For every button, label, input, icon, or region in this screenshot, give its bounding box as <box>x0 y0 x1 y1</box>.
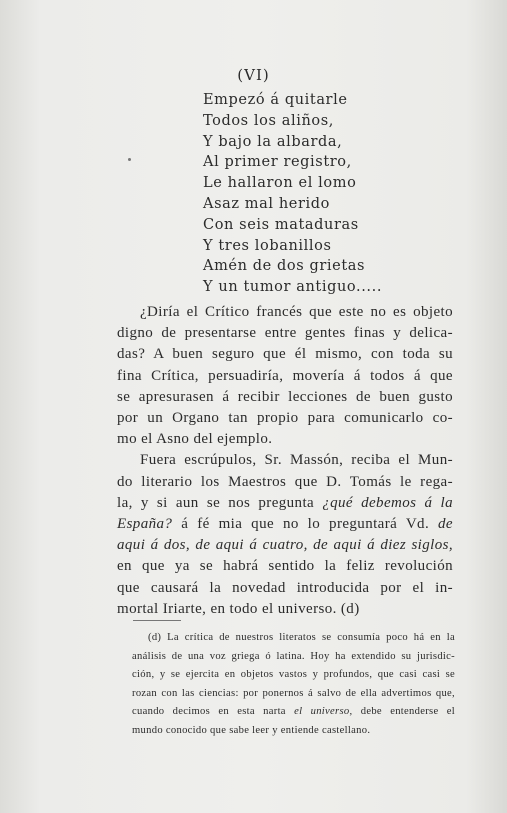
text-run: la, y si aun se nos pregunta <box>117 494 323 511</box>
paragraph-1-line: mo el Asno del ejemplo. <box>117 431 273 448</box>
italic-text-run: el universo, <box>294 706 353 718</box>
verse-line: Y tres lobanillos <box>203 237 332 254</box>
paragraph-1-line: das? A buen seguro que él mismo, con toda su <box>117 346 453 363</box>
paragraph-2-line <box>117 535 453 556</box>
printing-speck <box>128 158 131 161</box>
footnote-line <box>132 703 455 722</box>
paragraph-1-line: se apresurasen á recibir lecciones de buen gusto <box>117 388 453 405</box>
paragraph-2-line: en que ya se habrá sentido la feliz revolución <box>117 558 453 575</box>
paragraph-2-line: Fuera escrúpulos, Sr. Massón, reciba el Mun- <box>140 452 453 469</box>
italic-text-run: aqui á dos, de aqui á cuatro, de aqui á diez siglos, <box>117 537 453 554</box>
verse-line: Amén de dos grietas <box>203 258 366 275</box>
verse-line: Todos los aliños, <box>203 112 334 129</box>
paragraph-1-line: digno de presentarse entre gentes finas y delica- <box>117 325 453 342</box>
footnote-line: análisis de una voz griega ó latina. Hoy ha extendido su jurisdic- <box>132 650 455 662</box>
text-run: á fé mia que no lo preguntará Vd. <box>172 516 439 533</box>
text-run: cuando decimos en esta narta <box>132 706 295 718</box>
verse-line: Con seis mataduras <box>203 216 359 233</box>
page-marker: (VI) <box>237 66 270 84</box>
text-run: debe entenderse el <box>352 706 455 718</box>
verse-stanza <box>203 90 382 298</box>
paragraph-2-line: que causará la novedad introducida por el in- <box>117 579 453 596</box>
verse-line: Al primer registro, <box>203 154 352 171</box>
footnote-rule <box>133 620 181 621</box>
footnote-line: mundo conocido que sabe leer y entiende castellano. <box>132 724 371 736</box>
paragraph-2-line: mortal Iriarte, en todo el universo. (d) <box>117 600 360 617</box>
paragraph-1-line: ¿Diría el Crítico francés que este no es objeto <box>140 304 453 320</box>
verse-line: Asaz mal herido <box>203 195 330 212</box>
verse-line: Le hallaron el lomo <box>203 175 357 192</box>
paragraph-2-line <box>117 514 453 535</box>
paragraph-2-line <box>117 493 453 514</box>
paragraph-1-line: por un Organo tan propio para comunicarlo co- <box>117 410 453 427</box>
verse-line: Y un tumor antiguo..... <box>203 279 383 296</box>
footnote-line: (d) La crítica de nuestros literatos se consumía poco há en la <box>148 632 455 643</box>
italic-text-run: España? <box>117 516 173 533</box>
paragraph-2-line: do literario los Maestros que D. Tomás le rega- <box>117 473 453 490</box>
paragraph-1-line: fina Crítica, persuadiría, movería á todos á que <box>117 367 453 384</box>
italic-text-run: ¿qué debemos á la <box>322 494 453 511</box>
footnote-line: rozan con las ciencias: por ponernos á salvo de ella advertimos que, <box>132 687 455 699</box>
footnote <box>132 629 455 741</box>
footnote-line: ción, y se ejercita en objetos vastos y profundos, que casi casi se <box>132 669 455 681</box>
verse-line: Y bajo la albarda, <box>203 133 343 150</box>
body-text <box>117 302 453 620</box>
italic-text-run: de <box>438 516 453 533</box>
verse-line: Empezó á quitarle <box>203 92 348 108</box>
